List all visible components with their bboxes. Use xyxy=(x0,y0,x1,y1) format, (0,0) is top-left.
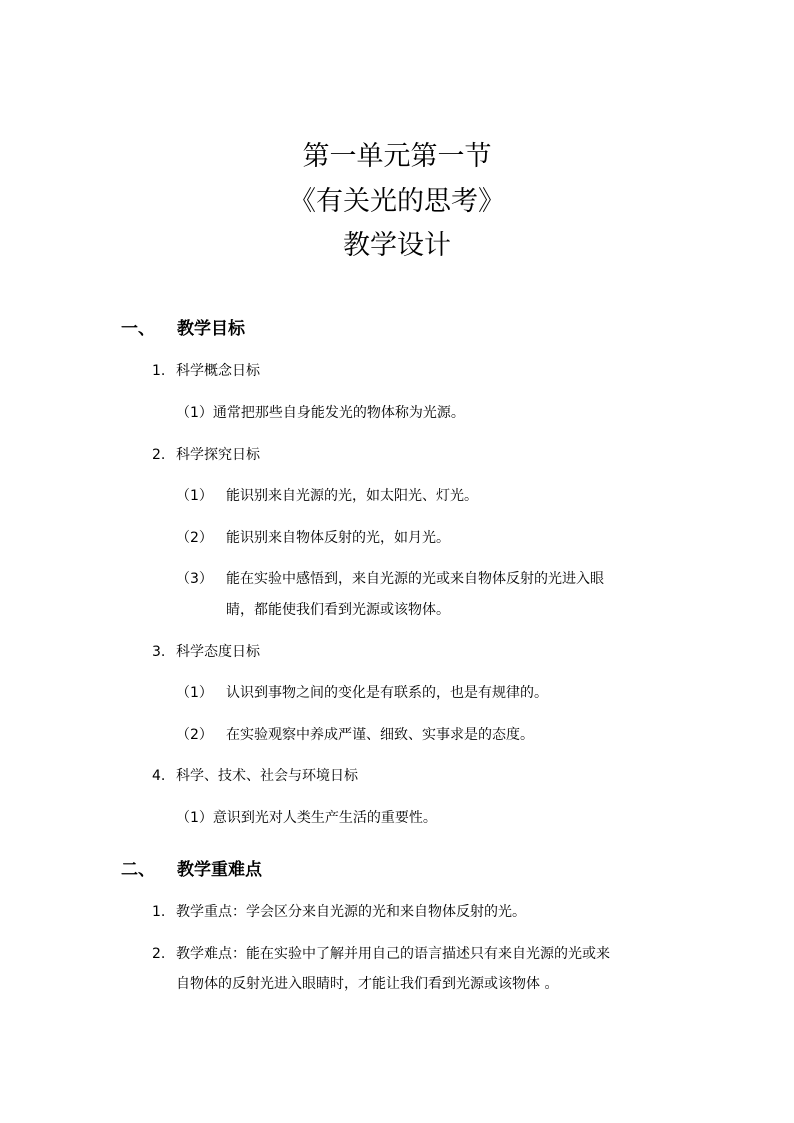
document-title-line-2: 《有关光的思考》 xyxy=(289,186,505,217)
objective-2-item-2-number: （2） xyxy=(176,530,213,546)
objective-2-item-2: 能识别来自物体反射的光，如月光。 xyxy=(226,530,450,546)
section-2-heading: 教学重难点 xyxy=(177,860,262,880)
key-point-2: 教学难点：能在实验中了解并用自己的语言描述只有来自光源的光或来 xyxy=(176,946,610,962)
key-point-1: 教学重点：学会区分来自光源的光和来自物体反射的光。 xyxy=(176,904,526,920)
key-point-2-number: 2. xyxy=(152,946,166,962)
objective-3-number: 3. xyxy=(152,644,166,660)
objective-4-item-1: （1）意识到光对人类生产生活的重要性。 xyxy=(176,810,437,826)
section-2-number: 二、 xyxy=(121,860,155,880)
objective-3-item-2-number: （2） xyxy=(176,727,213,743)
objective-4-label: 科学、技术、社会与环境日标 xyxy=(176,768,358,784)
document-title-line-1: 第一单元第一节 xyxy=(302,141,492,172)
objective-1-number: 1. xyxy=(152,363,166,379)
objective-3-item-1: 认识到事物之间的变化是有联系的，也是有规律的。 xyxy=(226,685,548,701)
objective-2-number: 2. xyxy=(152,447,166,463)
objective-1-item-1: （1）通常把那些自身能发光的物体称为光源。 xyxy=(176,405,465,421)
objective-2-item-3: 能在实验中感悟到，来自光源的光或来自物体反射的光进入眼 xyxy=(226,571,604,587)
section-1-heading: 教学目标 xyxy=(177,319,245,339)
objective-3-label: 科学态度日标 xyxy=(176,644,260,660)
objective-4-number: 4. xyxy=(152,768,166,784)
objective-1-label: 科学概念日标 xyxy=(176,363,260,379)
section-1-number: 一、 xyxy=(121,319,155,339)
objective-2-item-1: 能识别来自光源的光，如太阳光、灯光。 xyxy=(226,488,478,504)
objective-2-item-3-continued: 睛，都能使我们看到光源或该物体。 xyxy=(226,602,450,618)
objective-3-item-2: 在实验观察中养成严谨、细致、实事求是的态度。 xyxy=(226,727,534,743)
objective-2-item-3-number: （3） xyxy=(176,571,213,587)
objective-2-label: 科学探究日标 xyxy=(176,447,260,463)
document-title-line-3: 教学设计 xyxy=(343,230,451,261)
objective-3-item-1-number: （1） xyxy=(176,685,213,701)
objective-2-item-1-number: （1） xyxy=(176,488,213,504)
key-point-2-continued: 自物体的反射光进入眼睛时，才能让我们看到光源或该物体 。 xyxy=(176,976,559,992)
key-point-1-number: 1. xyxy=(152,904,166,920)
